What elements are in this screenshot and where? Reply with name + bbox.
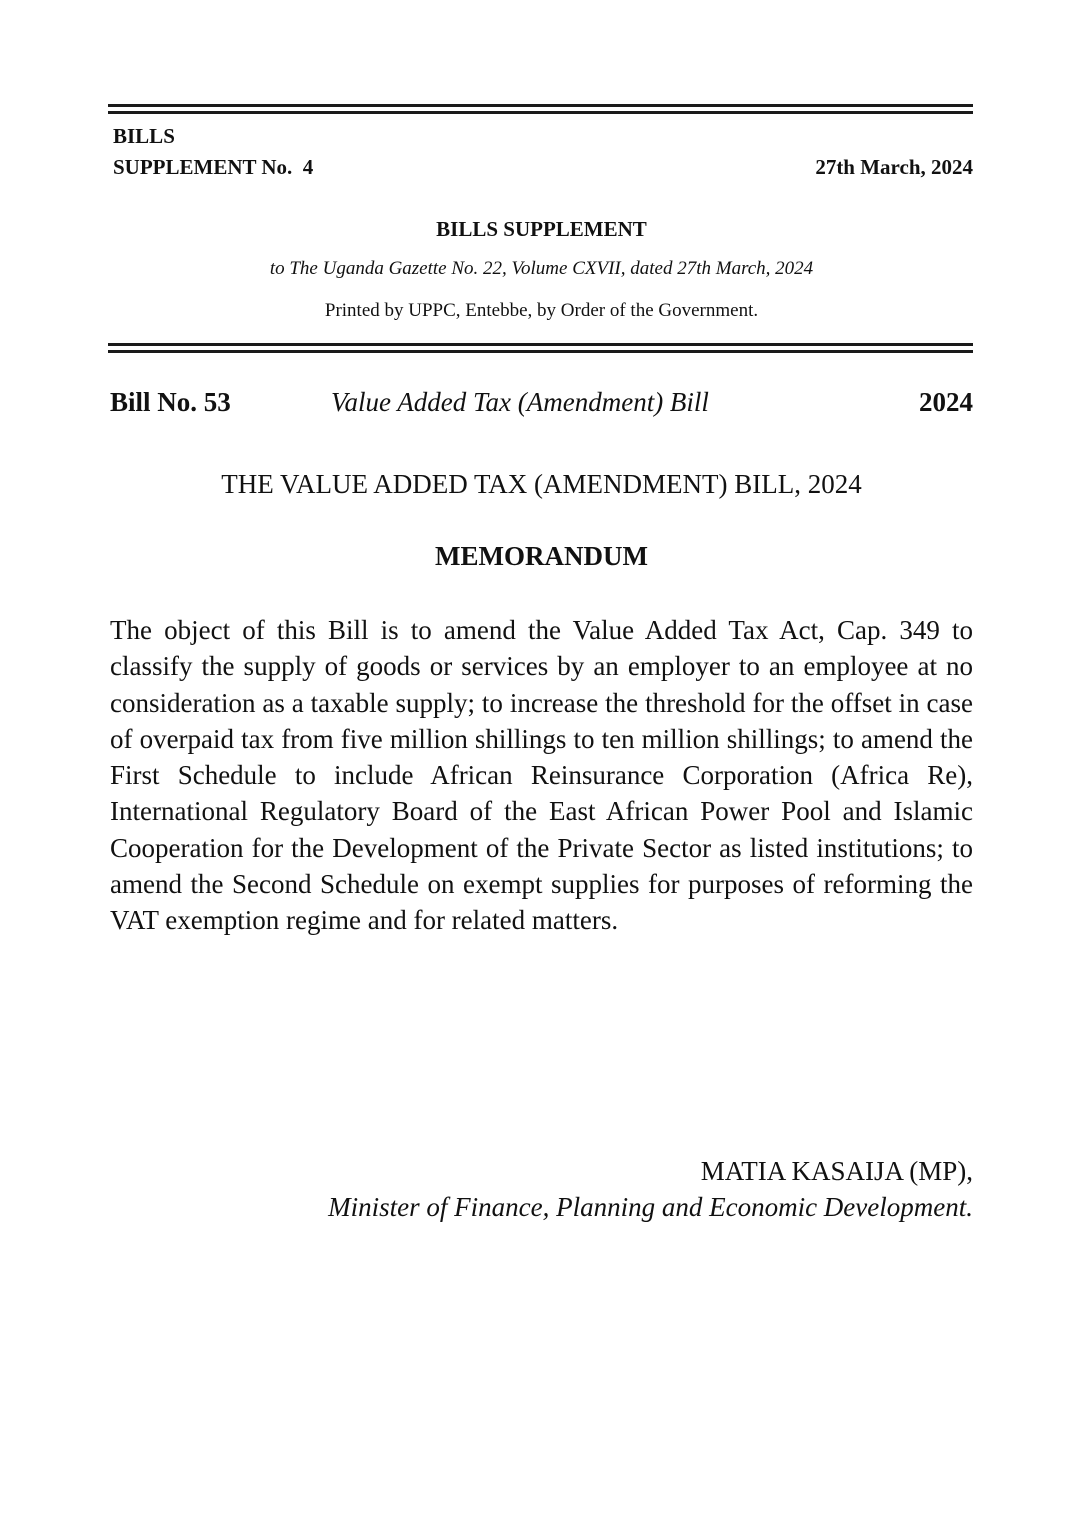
supplement-header: [113, 121, 313, 183]
gazette-reference: to The Uganda Gazette No. 22, Volume CXVII, dated 27th March, 2024: [269, 258, 814, 279]
header-label-line2: SUPPLEMENT No. 4: [113, 155, 314, 179]
top-rule-upper: [108, 104, 973, 107]
header-date: 27th March, 2024: [815, 155, 973, 179]
bill-short-title: Value Added Tax (Amendment) Bill: [331, 387, 709, 417]
memorandum-heading: MEMORANDUM: [435, 541, 648, 571]
printer-line: Printed by UPPC, Entebbe, by Order of the Government.: [324, 300, 759, 321]
middle-rule-upper: [108, 343, 973, 346]
top-rule-lower: [108, 111, 973, 114]
bill-number: Bill No. 53: [110, 387, 231, 417]
bill-full-title: THE VALUE ADDED TAX (AMENDMENT) BILL, 2024: [221, 469, 862, 499]
middle-rule-lower: [108, 350, 973, 353]
signatory-name: MATIA KASAIJA (MP),: [700, 1156, 973, 1186]
header-label-line1: BILLS: [113, 124, 175, 148]
memorandum-body: The object of this Bill is to amend the Value Added Tax Act, Cap. 349 to classify the supply of goods or services by an employer to an employee at no consideration as a taxable supply; to increase the threshold for the offset in case of overpaid tax from five million shillings to ten million shillings; to amend the First Schedule to include African Reinsurance Corporation (Africa Re), International Regulatory Board of the East African Power Pool and Islamic Cooperation for the Development of the Private Sector as listed institutions; to amend the Second Schedule on exempt supplies for purposes of reforming the VAT exemption regime and for related matters.: [110, 615, 973, 936]
bill-year: 2024: [919, 387, 973, 417]
supplement-title: BILLS SUPPLEMENT: [436, 217, 647, 241]
signatory-title: Minister of Finance, Planning and Economic Development.: [328, 1192, 973, 1222]
